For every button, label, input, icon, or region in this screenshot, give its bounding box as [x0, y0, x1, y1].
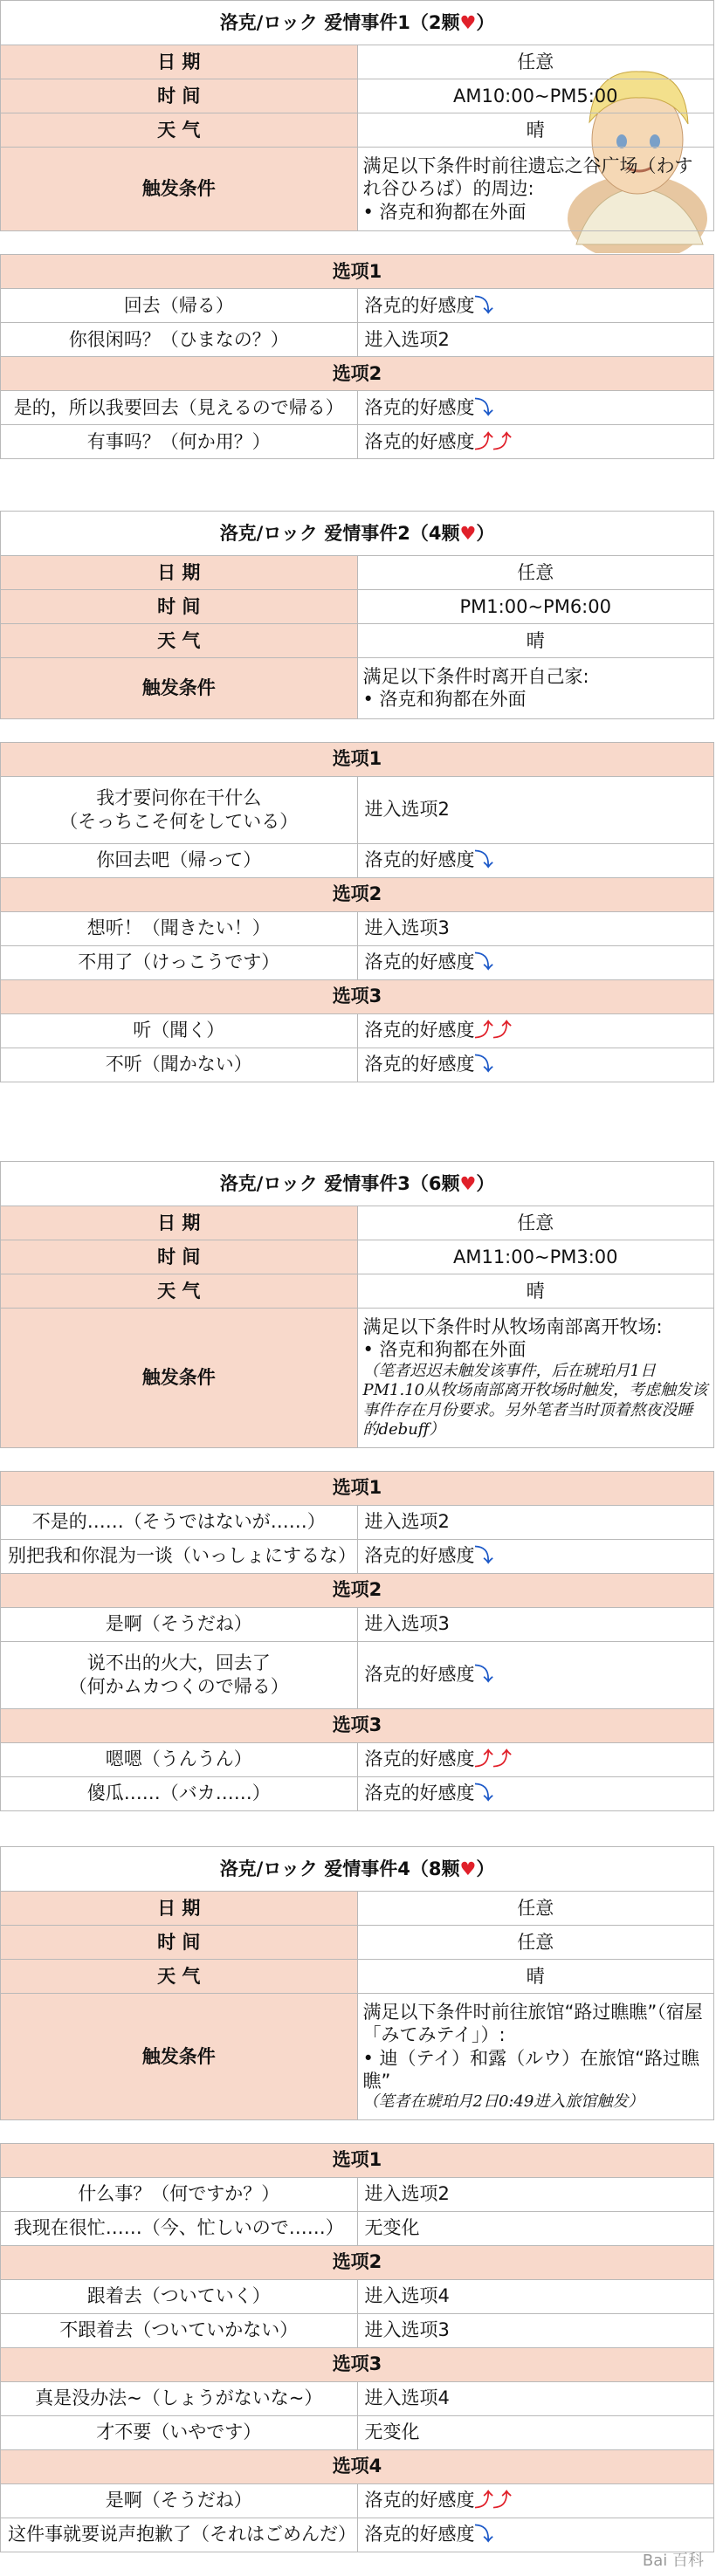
weather-label: 天 气: [1, 1274, 358, 1309]
event-title: 洛克/ロック 爱情事件3（6颗♥）: [1, 1162, 714, 1206]
option-row: [1, 945, 714, 979]
dialog-choice[interactable]: 是的，所以我要回去（見えるので帰る）: [1, 390, 358, 424]
condition-value: [357, 1309, 714, 1448]
weather-value: 晴: [357, 1960, 714, 1994]
option-row: [1, 1505, 714, 1539]
date-label: 日 期: [1, 1206, 358, 1240]
favor-down-icon: ⤵: [474, 951, 493, 973]
condition-line: 满足以下条件时从牧场南部离开牧场:: [362, 1316, 663, 1337]
dialog-choice[interactable]: 嗯嗯（うんうん）: [1, 1742, 358, 1776]
favor-up-icon: ⤴⤴: [474, 430, 512, 452]
weather-label: 天 气: [1, 624, 358, 658]
favor-down-icon: ⤵: [474, 1054, 493, 1075]
choice-result: 洛克的好感度⤵: [357, 288, 714, 322]
time-value: AM10:00~PM5:00: [357, 79, 714, 113]
choice-result: 无变化: [357, 2415, 714, 2449]
dialog-choice[interactable]: 什么事？（何ですか？）: [1, 2177, 358, 2211]
event-title: 洛克/ロック 爱情事件2（4颗♥）: [1, 512, 714, 556]
condition-line: • 洛克和狗都在外面: [362, 689, 527, 711]
favor-down-icon: ⤵: [474, 1783, 493, 1804]
option-header: 选项4: [1, 2449, 714, 2483]
options-table: [0, 742, 714, 1082]
time-value: AM11:00~PM3:00: [357, 1240, 714, 1274]
choice-result: 进入选项2: [357, 1505, 714, 1539]
dialog-choice[interactable]: 是啊（そうだね）: [1, 1607, 358, 1641]
choice-result: 进入选项3: [357, 2313, 714, 2347]
choice-result: 洛克的好感度⤵: [357, 390, 714, 424]
option-header: 选项3: [1, 2347, 714, 2381]
condition-line: 满足以下条件时前往遗忘之谷广场（わすれ谷ひろば）的周边:: [362, 155, 693, 200]
condition-label: 触发条件: [1, 1309, 358, 1448]
love-event-3: [0, 1161, 714, 1811]
author-note: （笔者在琥珀月2日0:49进入旅馆触发）: [362, 2092, 644, 2111]
dialog-choice[interactable]: 听（聞く）: [1, 1013, 358, 1048]
choice-result: 洛克的好感度⤴⤴: [357, 2483, 714, 2518]
weather-value: 晴: [357, 113, 714, 148]
condition-value: [357, 658, 714, 719]
heart-icon: ♥: [459, 1172, 477, 1194]
heart-icon: ♥: [459, 11, 477, 33]
dialog-choice[interactable]: 真是没办法~（しょうがないな~）: [1, 2381, 358, 2415]
love-event-4: [0, 1846, 714, 2552]
option-row: [1, 1013, 714, 1048]
dialog-choice[interactable]: 说不出的火大，回去了 （何かムカつくので帰る）: [1, 1641, 358, 1708]
option-header: 选项2: [1, 356, 714, 390]
dialog-choice[interactable]: 跟着去（ついていく）: [1, 2279, 358, 2313]
option-row: [1, 2177, 714, 2211]
condition-label: 触发条件: [1, 1994, 358, 2120]
weather-value: 晴: [357, 1274, 714, 1309]
date-value: 任意: [357, 45, 714, 79]
choice-result: 洛克的好感度⤵: [357, 945, 714, 979]
option-row: [1, 1607, 714, 1641]
choice-result: 洛克的好感度⤵: [357, 1776, 714, 1810]
date-label: 日 期: [1, 45, 358, 79]
options-table: [0, 2143, 714, 2552]
option-header: 选项2: [1, 2245, 714, 2279]
time-value: PM1:00~PM6:00: [357, 590, 714, 624]
option-row: [1, 2381, 714, 2415]
choice-result: 洛克的好感度⤵: [357, 1048, 714, 1082]
date-value: 任意: [357, 1206, 714, 1240]
love-event-2: [0, 511, 714, 1082]
choice-result: 进入选项4: [357, 2279, 714, 2313]
option-row: [1, 288, 714, 322]
event-info-table: [0, 511, 714, 719]
date-label: 日 期: [1, 1892, 358, 1926]
dialog-choice[interactable]: 回去（帰る）: [1, 288, 358, 322]
choice-result: 洛克的好感度⤴⤴: [357, 1742, 714, 1776]
option-header: 选项1: [1, 2143, 714, 2177]
dialog-choice[interactable]: 这件事就要说声抱歉了（それはごめんだ）: [1, 2518, 358, 2552]
dialog-choice[interactable]: 才不要（いやです）: [1, 2415, 358, 2449]
option-row: [1, 322, 714, 356]
heart-icon: ♥: [459, 522, 477, 544]
option-row: [1, 2313, 714, 2347]
choice-result: 洛克的好感度⤵: [357, 2518, 714, 2552]
weather-value: 晴: [357, 624, 714, 658]
heart-icon: ♥: [459, 1858, 477, 1879]
condition-line: 满足以下条件时离开自己家:: [362, 666, 589, 687]
option-row: [1, 1742, 714, 1776]
favor-down-icon: ⤵: [474, 1545, 493, 1567]
option-header: 选项3: [1, 1708, 714, 1742]
favor-up-icon: ⤴⤴: [474, 1020, 512, 1041]
option-row: [1, 911, 714, 945]
favor-down-icon: ⤵: [474, 2524, 493, 2545]
favor-down-icon: ⤵: [474, 294, 493, 316]
dialog-choice[interactable]: 傻瓜……（バカ……）: [1, 1776, 358, 1810]
choice-result: 进入选项2: [357, 2177, 714, 2211]
choice-result: 进入选项2: [357, 776, 714, 843]
dialog-choice[interactable]: 是啊（そうだね）: [1, 2483, 358, 2518]
dialog-choice[interactable]: 有事吗？（何か用？）: [1, 424, 358, 458]
dialog-choice[interactable]: 想听！（聞きたい！）: [1, 911, 358, 945]
baidu-logo: Bai 百科: [642, 2552, 704, 2570]
dialog-choice[interactable]: 不听（聞かない）: [1, 1048, 358, 1082]
choice-result: 洛克的好感度⤴⤴: [357, 1013, 714, 1048]
choice-result: 进入选项4: [357, 2381, 714, 2415]
option-row: [1, 2211, 714, 2245]
dialog-choice[interactable]: 不用了（けっこうです）: [1, 945, 358, 979]
choice-result: 进入选项3: [357, 1607, 714, 1641]
event-title: 洛克/ロック 爱情事件4（8颗♥）: [1, 1847, 714, 1892]
option-header: 选项1: [1, 1471, 714, 1505]
event-info-table: [0, 1846, 714, 2120]
choice-result: 洛克的好感度⤵: [357, 1539, 714, 1573]
condition-value: [357, 1994, 714, 2120]
event-title: 洛克/ロック 爱情事件1（2颗♥）: [1, 1, 714, 45]
dialog-choice[interactable]: 我才要问你在干什么 （そっちこそ何をしている）: [1, 776, 358, 843]
option-header: 选项2: [1, 1573, 714, 1607]
dialog-choice[interactable]: 我现在很忙……（今、忙しいので……）: [1, 2211, 358, 2245]
option-header: 选项1: [1, 742, 714, 776]
event-info-table: [0, 1161, 714, 1448]
favor-down-icon: ⤵: [474, 1664, 493, 1686]
options-table: [0, 1471, 714, 1811]
option-row: [1, 1776, 714, 1810]
dialog-choice[interactable]: 你回去吧（帰って）: [1, 843, 358, 877]
choice-result: 进入选项2: [357, 322, 714, 356]
option-row: [1, 2415, 714, 2449]
favor-down-icon: ⤵: [474, 396, 493, 418]
choice-result: 无变化: [357, 2211, 714, 2245]
time-label: 时 间: [1, 1240, 358, 1274]
option-header: 选项1: [1, 254, 714, 288]
favor-up-icon: ⤴⤴: [474, 2490, 512, 2511]
condition-value: [357, 148, 714, 231]
condition-line: 满足以下条件时前往旅馆“路过瞧瞧”（宿屋「みてみテイ」）:: [362, 2002, 703, 2046]
condition-label: 触发条件: [1, 148, 358, 231]
choice-result: 洛克的好感度⤵: [357, 843, 714, 877]
condition-line: • 洛克和狗都在外面: [362, 1339, 527, 1361]
dialog-choice[interactable]: 不跟着去（ついていかない）: [1, 2313, 358, 2347]
option-row: [1, 1048, 714, 1082]
dialog-choice[interactable]: 不是的……（そうではないが……）: [1, 1505, 358, 1539]
date-value: 任意: [357, 556, 714, 590]
dialog-choice[interactable]: 别把我和你混为一谈（いっしょにするな）: [1, 1539, 358, 1573]
dialog-choice[interactable]: 你很闲吗？（ひまなの？）: [1, 322, 358, 356]
option-row: [1, 2483, 714, 2518]
choice-result: 洛克的好感度⤵: [357, 1641, 714, 1708]
time-label: 时 间: [1, 590, 358, 624]
favor-down-icon: ⤵: [474, 849, 493, 871]
condition-label: 触发条件: [1, 658, 358, 719]
choice-result: 进入选项3: [357, 911, 714, 945]
favor-up-icon: ⤴⤴: [474, 1748, 512, 1770]
option-row: [1, 2279, 714, 2313]
date-value: 任意: [357, 1892, 714, 1926]
option-row: [1, 2518, 714, 2552]
option-row: [1, 390, 714, 424]
option-header: 选项3: [1, 979, 714, 1013]
time-label: 时 间: [1, 79, 358, 113]
date-label: 日 期: [1, 556, 358, 590]
option-row: [1, 424, 714, 458]
option-row: [1, 1539, 714, 1573]
love-event-1: [0, 0, 714, 459]
option-row: [1, 1641, 714, 1708]
author-note: （笔者迟迟未触发该事件，后在琥珀月1日PM1.10从牧场南部离开牧场时触发，考虑触发该事件存在月份要求。另外笔者当时顶着熬夜没睡的debuff）: [362, 1361, 708, 1439]
condition-line: • 洛克和狗都在外面: [362, 201, 527, 223]
time-label: 时 间: [1, 1926, 358, 1960]
weather-label: 天 气: [1, 1960, 358, 1994]
option-row: [1, 776, 714, 843]
options-table: [0, 254, 714, 459]
option-row: [1, 843, 714, 877]
time-value: 任意: [357, 1926, 714, 1960]
choice-result: 洛克的好感度⤴⤴: [357, 424, 714, 458]
condition-line: • 迪（テイ）和露（ルウ）在旅馆“路过瞧瞧”: [362, 2047, 699, 2092]
option-header: 选项2: [1, 877, 714, 911]
weather-label: 天 气: [1, 113, 358, 148]
event-info-table: [0, 0, 714, 231]
